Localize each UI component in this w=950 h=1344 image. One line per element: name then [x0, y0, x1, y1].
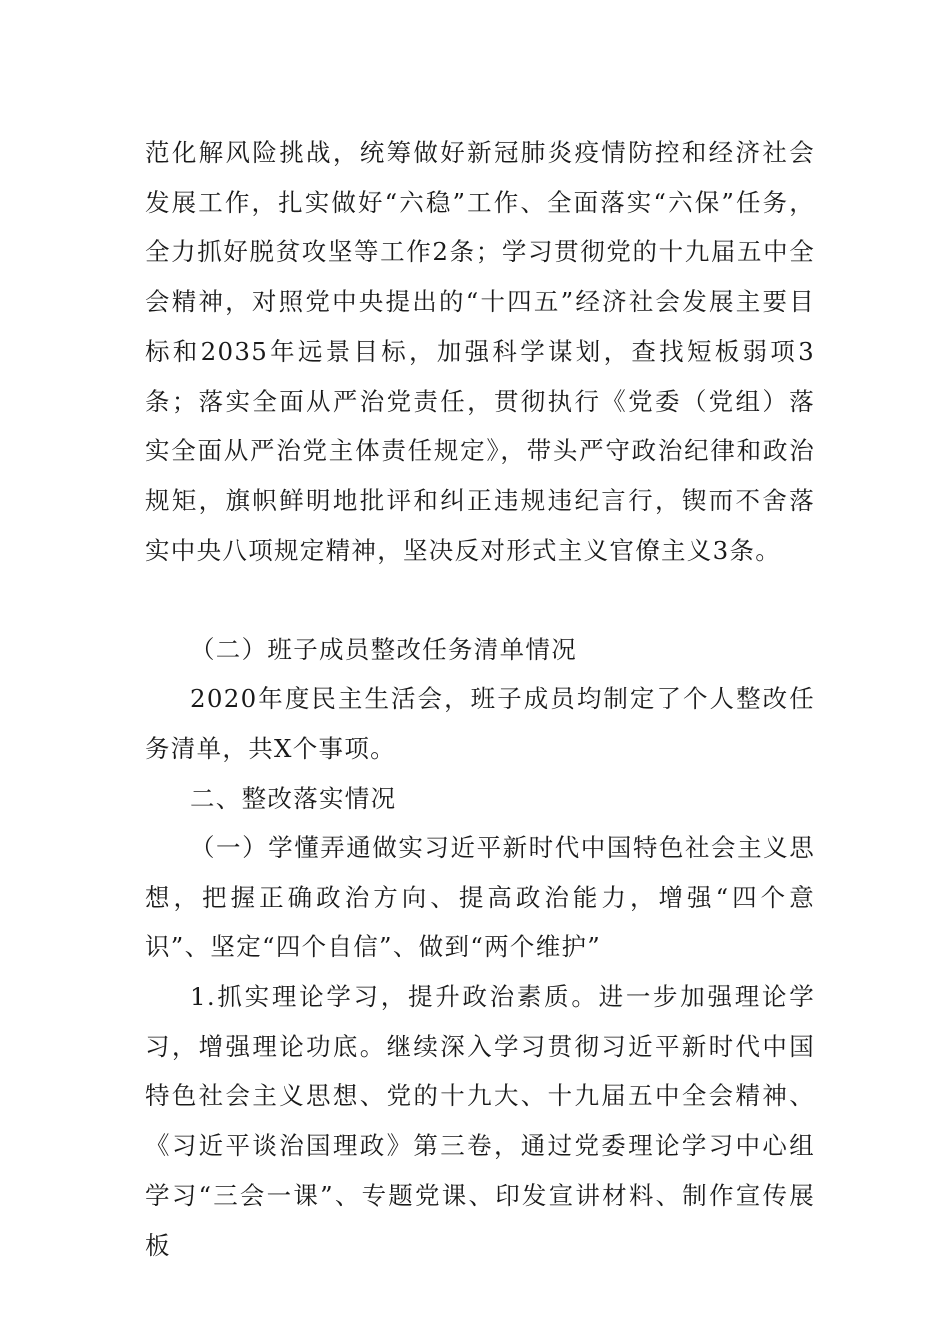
paragraph-continuation: 范化解风险挑战，统筹做好新冠肺炎疫情防控和经济社会发展工作，扎实做好“六稳”工作、全面落实“六保”任务，全力抓好脱贫攻坚等工作2条；学习贯彻党的十九届五中全会精神，对照党中央提出的“十四五”经济社会发展主要目标和2035年远景目标，加强科学谋划，查找短板弱项3条；落实全面从严治党责任，贯彻执行《党委（党组）落实全面从严治党主体责任规定》，带头严守政治纪律和政治规矩，旗帜鲜明地批评和纠正违规违纪言行，锲而不舍落实中央八项规定精神，坚决反对形式主义官僚主义3条。: [145, 138, 815, 565]
paragraph-team-member-tasks: 2020年度民主生活会，班子成员均制定了个人整改任务清单，共X个事项。: [145, 684, 815, 763]
section-heading-team-member-tasks: （二）班子成员整改任务清单情况: [190, 635, 577, 664]
paragraph-theory-study: 1.抓实理论学习，提升政治素质。进一步加强理论学习，增强理论功底。继续深入学习贯彻习近平新时代中国特色社会主义思想、党的十九大、十九届五中全会精神、《习近平谈治国理政》第三卷，通过党委理论学习中心组学习“三会一课”、专题党课、印发宣讲材料、制作宣传展板: [145, 982, 815, 1260]
subsection-heading-study: （一）学懂弄通做实习近平新时代中国特色社会主义思想，把握正确政治方向、提高政治能力，增强“四个意识”、坚定“四个自信”、做到“两个维护”: [145, 833, 815, 962]
section-heading-rectification: 二、整改落实情况: [190, 784, 397, 813]
